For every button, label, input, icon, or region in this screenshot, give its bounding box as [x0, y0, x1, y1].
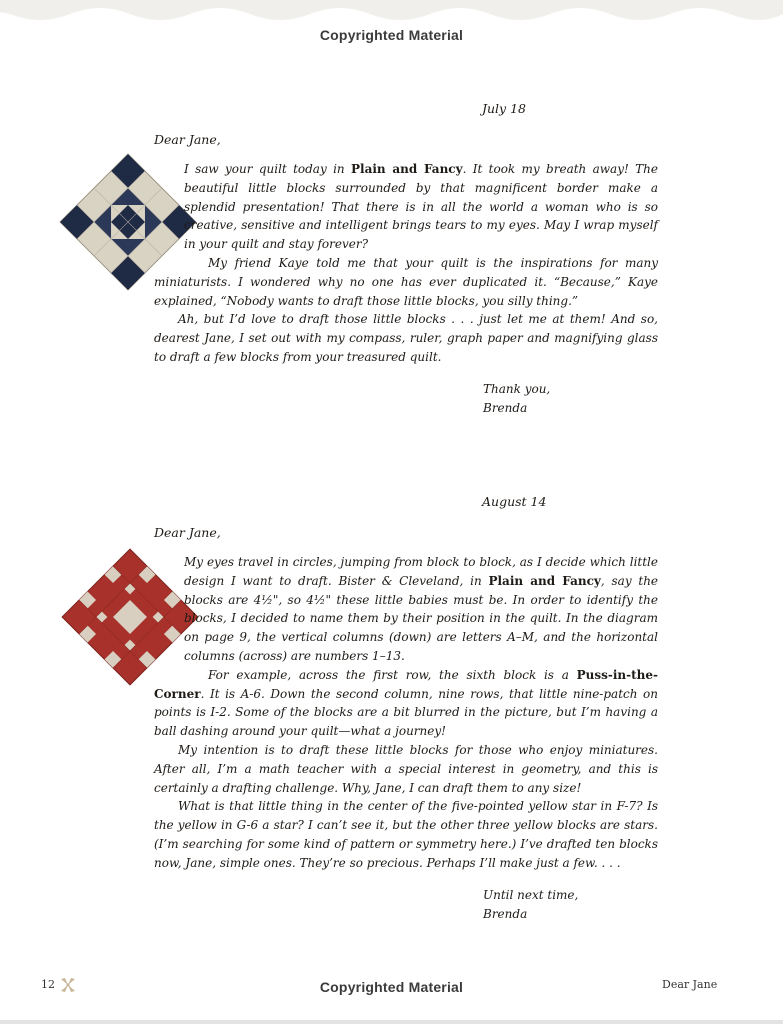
- letter1-date: July 18: [482, 101, 527, 116]
- letter2-closing: [483, 886, 578, 924]
- book-title: Plain and Fancy: [488, 573, 601, 588]
- letter2-salutation: Dear Jane,: [154, 525, 221, 540]
- letter2-date: August 14: [482, 494, 547, 509]
- letter2-paragraph-1: My eyes travel in circles, jumping from block to block, as I decide which little design I want to draft. Bister & Cleveland, in Plain and Fancy, say the blocks are 4½", so 4½" these little babies must be. In order to identify the blocks, I decided to name them by their position in the quilt. In the diagram on page 9, the vertical columns (down) are letters A–M, and the horizontal columns (across) are numbers 1–13.: [184, 555, 659, 663]
- running-head: Dear Jane: [662, 978, 718, 991]
- page-bottom-edge: [0, 1020, 783, 1024]
- letter1-body: [154, 160, 658, 367]
- page-number: 12: [41, 978, 55, 991]
- letter1-paragraph-3: Ah, but I’d love to draft those little blocks . . . just let me at them! And so, dearest Jane, I set out with my compass, ruler, graph paper and magnifying glass to draft a few blocks from your treasured quilt.: [154, 312, 658, 364]
- letter2-closing-line: Until next time,: [483, 888, 579, 902]
- letter1-closing: [483, 380, 550, 418]
- letter1-paragraph-2: My friend Kaye told me that your quilt is the inspirations for many miniaturists. I wondered why no one has ever duplicated it. “Because,” Kaye explained, “Nobody wants to draft those little blocks, you silly thing.”: [154, 255, 658, 308]
- copyright-notice-top: Copyrighted Material: [319, 27, 464, 43]
- book-title: Plain and Fancy: [351, 162, 463, 176]
- block-name: Puss-in-the-Corner: [154, 667, 658, 701]
- letter2-signature: Brenda: [483, 907, 528, 921]
- letter1-salutation: Dear Jane,: [154, 132, 221, 147]
- copyright-notice-bottom: Copyrighted Material: [319, 979, 464, 995]
- letter1-signature: Brenda: [483, 401, 528, 415]
- letter2-paragraph-4: What is that little thing in the center of the five-pointed yellow star in F-7? Is the yellow in G-6 a star? I can’t see it, but the other three yellow blocks are stars. (I’m searching for some kind of pattern or symmetry here.) I’ve drafted ten blocks now, Jane, simple ones. They’re so precious. Perhaps I’ll make just a few. . . .: [154, 799, 658, 870]
- letter2-body: [154, 553, 658, 873]
- letter1-closing-line: Thank you,: [483, 382, 551, 396]
- letter1-paragraph-1: I saw your quilt today in Plain and Fancy. It took my breath away! The beautiful little blocks surrounded by that magnificent border make a splendid presentation! That there is in all the world a woman who is so creative, sensitive and intelligent brings tears to my eyes. May I wrap myself in your quilt and stay forever?: [184, 162, 658, 252]
- letter2-paragraph-3: My intention is to draft these little blocks for those who enjoy miniatures. After all, I’m a math teacher with a special interest in geometry, and this is certainly a drafting challenge. Why, Jane, I can draft them to any size!: [154, 742, 658, 795]
- letter2-paragraph-2: For example, across the first row, the sixth block is a Puss-in-the-Corner. It is A-6. Down the second column, nine rows, that little nine-patch on points is I-2. Some of the blocks are a bit blurred in the picture, but I’m having a ball dashing around your quilt—what a journey!: [154, 667, 658, 739]
